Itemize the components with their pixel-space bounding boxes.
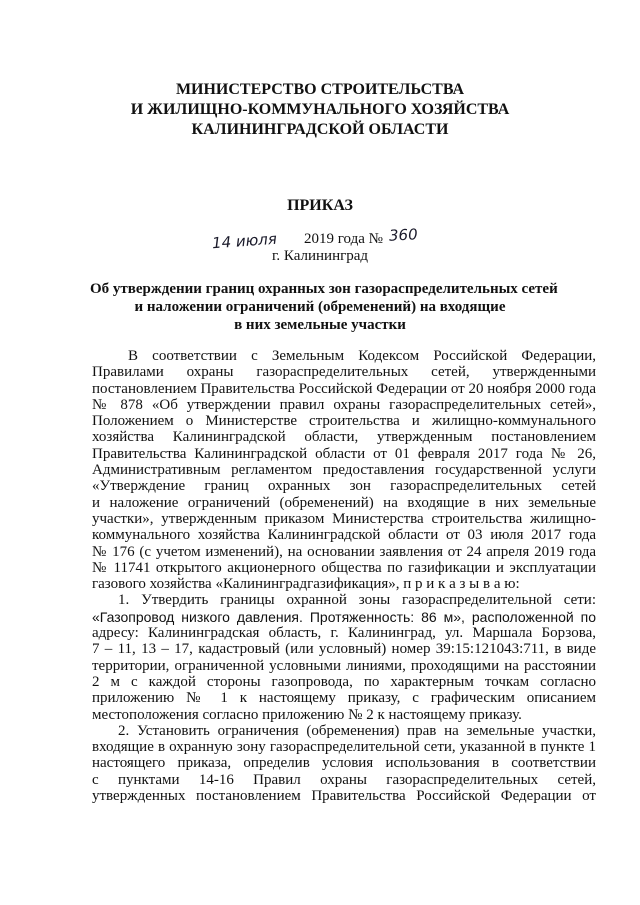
city: г. Калининград xyxy=(271,248,369,264)
body-line: Административным регламентом предоставления государственной услуги xyxy=(92,462,596,479)
subject-line-2: и наложении ограничений (обременений) на входящие xyxy=(134,299,506,315)
body-line: 7 – 11, 13 – 17, кадастровый (или условный) номер 39:15:121043:711, в виде xyxy=(92,641,596,658)
ministry-line-3: КАЛИНИНГРАДСКОЙ ОБЛАСТИ xyxy=(191,121,449,138)
printed-date: 2019 года № xyxy=(304,231,383,247)
subject-line-1: Об утверждении границ охранных зон газораспределительных сетей xyxy=(90,281,558,297)
body-line: приложению № 1 к настоящему приказу, с графическим описанием xyxy=(92,690,596,707)
body-line: «Газопровод низкого давления. Протяженность: 86 м», расположенной по xyxy=(92,608,596,625)
body-line: входящие в охранную зону газораспределительной сети, указанной в пункте 1 xyxy=(92,739,596,756)
order-date-line xyxy=(200,225,460,253)
body-line: Положением о Министерстве строительства и жилищно-коммунального xyxy=(92,413,596,430)
ministry-header xyxy=(60,80,580,140)
body-line: с пунктами 14-16 Правил охраны газораспределительных сетей, xyxy=(92,771,596,788)
body-line: и наложение ограничений (обременений) на входящие в них земельные xyxy=(92,494,596,511)
body-line: № 11741 открытого акционерного общества по газификации и эксплуатации xyxy=(92,559,596,576)
body-line: участки», утвержденным приказом Министерства строительства жилищно- xyxy=(92,510,596,527)
subject-line-3: в них земельные участки xyxy=(234,317,406,333)
body-line: 2. Установить ограничения (обременения) прав на земельные участки, xyxy=(118,722,596,739)
body-line: настоящего приказа, определив условия использования в соответствии xyxy=(92,755,596,772)
body-line: № 176 (с учетом изменений), на основании заявления от 24 апреля 2019 года xyxy=(92,543,596,560)
order-body xyxy=(92,348,596,804)
body-line: территории, ограниченной условными линиями, проходящими на расстоянии xyxy=(92,657,596,674)
body-line: В соответствии с Земельным Кодексом Российской Федерации, xyxy=(128,348,596,364)
handwritten-order-number: 360 xyxy=(388,225,419,245)
body-line: газового хозяйства «Калининградгазификация», п р и к а з ы в а ю: xyxy=(92,576,520,593)
order-subject xyxy=(90,280,558,334)
body-line: коммунального хозяйства Калининградской области от 03 июля 2017 года xyxy=(92,527,596,544)
body-line: местоположения согласно приложению № 2 к настоящему приказу. xyxy=(92,706,522,723)
body-line: 1. Утвердить границы охранной зоны газораспределительной сети: xyxy=(118,592,596,609)
handwritten-date: 14 июля xyxy=(211,229,278,253)
body-line: Правилами охраны газораспределительных сетей, утвержденными xyxy=(92,364,596,381)
body-line: постановлением Правительства Российской Федерации от 20 ноября 2000 года xyxy=(92,380,596,397)
body-line: хозяйства Калининградской области, утвержденным постановлением xyxy=(92,429,596,446)
body-line: утвержденных постановлением Правительства Российской Федерации от xyxy=(92,788,596,805)
body-line: 2 м с каждой стороны газопровода, по характерным точкам согласно xyxy=(92,673,596,690)
ministry-line-2: И ЖИЛИЩНО-КОММУНАЛЬНОГО ХОЗЯЙСТВА xyxy=(130,101,510,118)
body-line: «Утверждение границ охранных зон газораспределительных сетей xyxy=(92,478,596,495)
body-line: № 878 «Об утверждении правил охраны газораспределительных сетей», xyxy=(92,396,596,413)
body-line: Правительства Калининградской области от 01 февраля 2017 года № 26, xyxy=(92,445,596,462)
ministry-line-1: МИНИСТЕРСТВО СТРОИТЕЛЬСТВА xyxy=(175,81,465,98)
order-title: ПРИКАЗ xyxy=(287,197,353,214)
body-line: адресу: Калининградская область, г. Калининград, ул. Маршала Борзова, xyxy=(92,625,596,642)
